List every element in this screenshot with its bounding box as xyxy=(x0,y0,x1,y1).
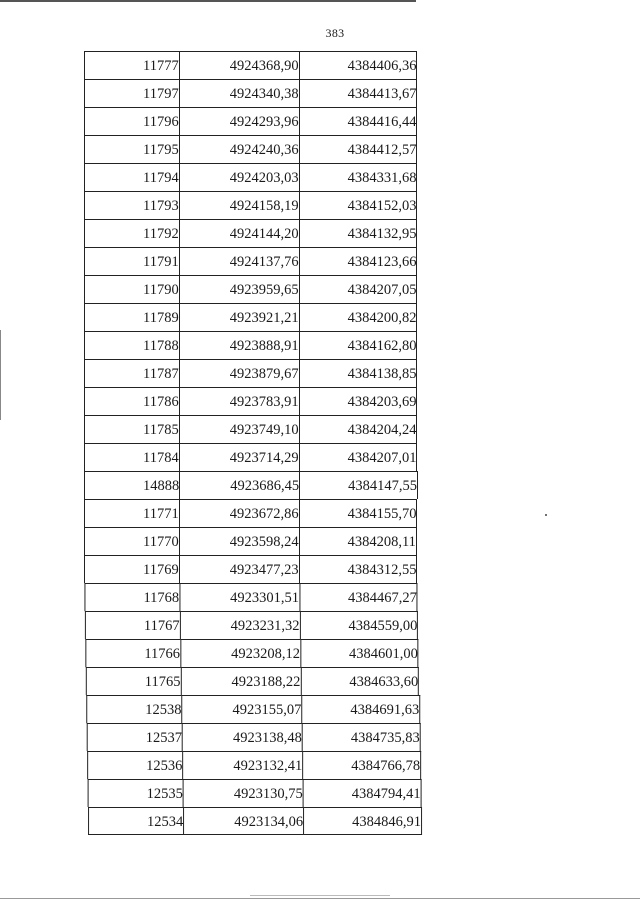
point-id-cell: 11787 xyxy=(84,359,179,387)
x-coordinate-cell: 4924368,90 xyxy=(179,51,299,79)
point-id-cell: 11769 xyxy=(84,555,179,583)
point-id-cell: 12535 xyxy=(88,779,183,807)
point-id-cell: 11791 xyxy=(84,247,179,275)
table-row xyxy=(86,667,419,695)
x-coordinate-cell: 4923188,22 xyxy=(181,667,301,695)
table-row xyxy=(85,639,418,667)
table-row xyxy=(84,303,417,331)
scan-speck xyxy=(545,514,547,516)
point-id-cell: 12536 xyxy=(87,751,182,779)
table-row xyxy=(84,191,417,219)
x-coordinate-cell: 4923749,10 xyxy=(179,415,299,443)
y-coordinate-cell: 4384312,55 xyxy=(299,555,418,583)
x-coordinate-cell: 4923208,12 xyxy=(180,639,300,667)
table-row xyxy=(84,359,417,387)
y-coordinate-cell: 4384735,83 xyxy=(302,723,421,751)
y-coordinate-cell: 4384633,60 xyxy=(300,667,419,695)
table-row xyxy=(84,443,417,471)
table-row xyxy=(84,135,417,163)
table-row xyxy=(84,163,417,191)
x-coordinate-cell: 4924240,36 xyxy=(179,135,299,163)
scan-edge xyxy=(0,330,1,420)
page-number: 383 xyxy=(325,26,345,40)
top-rule xyxy=(0,0,416,2)
x-coordinate-cell: 4923301,51 xyxy=(179,583,299,611)
table-row xyxy=(84,415,417,443)
x-coordinate-cell: 4923231,32 xyxy=(180,611,300,639)
x-coordinate-cell: 4923155,07 xyxy=(182,695,302,723)
point-id-cell: 11789 xyxy=(84,303,179,331)
table-row xyxy=(84,555,417,583)
point-id-cell: 11795 xyxy=(84,135,179,163)
point-id-cell: 11788 xyxy=(84,331,179,359)
point-id-cell: 11793 xyxy=(84,191,179,219)
y-coordinate-cell: 4384412,57 xyxy=(299,135,418,163)
table-row xyxy=(84,527,416,555)
point-id-cell: 11768 xyxy=(84,583,179,611)
table-row xyxy=(88,807,422,835)
y-coordinate-cell: 4384138,85 xyxy=(299,359,418,387)
y-coordinate-cell: 4384208,11 xyxy=(299,527,417,555)
table-row xyxy=(84,387,417,415)
table-row xyxy=(84,331,417,359)
point-id-cell: 11797 xyxy=(84,79,179,107)
table-row xyxy=(84,471,417,499)
point-id-cell: 11765 xyxy=(86,667,181,695)
table-row xyxy=(88,779,421,807)
point-id-cell: 11792 xyxy=(84,219,179,247)
y-coordinate-cell: 4384155,70 xyxy=(299,499,418,527)
y-coordinate-cell: 4384406,36 xyxy=(299,51,418,79)
y-coordinate-cell: 4384200,82 xyxy=(299,303,418,331)
point-id-cell: 11767 xyxy=(85,611,180,639)
point-id-cell: 11786 xyxy=(84,387,179,415)
point-id-cell: 11785 xyxy=(84,415,179,443)
y-coordinate-cell: 4384162,80 xyxy=(299,331,418,359)
table-row xyxy=(84,275,417,303)
x-coordinate-cell: 4923134,06 xyxy=(183,807,303,835)
x-coordinate-cell: 4924144,20 xyxy=(179,219,299,247)
point-id-cell: 12538 xyxy=(86,695,181,723)
x-coordinate-cell: 4923714,29 xyxy=(179,443,299,471)
x-coordinate-cell: 4923959,65 xyxy=(179,275,299,303)
bottom-scan-mark xyxy=(0,898,640,899)
y-coordinate-cell: 4384204,24 xyxy=(299,415,418,443)
y-coordinate-cell: 4384413,67 xyxy=(299,79,418,107)
point-id-cell: 11784 xyxy=(84,443,179,471)
table-row xyxy=(84,51,417,79)
point-id-cell: 11794 xyxy=(84,163,179,191)
x-coordinate-cell: 4923138,48 xyxy=(182,723,302,751)
x-coordinate-cell: 4923477,23 xyxy=(179,555,299,583)
table-row xyxy=(84,107,417,135)
point-id-cell: 14888 xyxy=(84,471,179,499)
x-coordinate-cell: 4923921,21 xyxy=(179,303,299,331)
y-coordinate-cell: 4384132,95 xyxy=(299,219,418,247)
x-coordinate-cell: 4924158,19 xyxy=(179,191,299,219)
table-row xyxy=(84,219,417,247)
point-id-cell: 12537 xyxy=(87,723,182,751)
y-coordinate-cell: 4384203,69 xyxy=(299,387,418,415)
y-coordinate-cell: 4384123,66 xyxy=(299,247,418,275)
point-id-cell: 11766 xyxy=(85,639,180,667)
x-coordinate-cell: 4923783,91 xyxy=(179,387,299,415)
table-row xyxy=(84,79,417,107)
table-row xyxy=(86,695,420,723)
y-coordinate-cell: 4384467,27 xyxy=(299,583,418,611)
x-coordinate-cell: 4924340,38 xyxy=(179,79,299,107)
point-id-cell: 11770 xyxy=(84,527,179,555)
x-coordinate-cell: 4924203,03 xyxy=(179,163,299,191)
point-id-cell: 11771 xyxy=(84,499,179,527)
x-coordinate-cell: 4923598,24 xyxy=(179,527,299,555)
point-id-cell: 11796 xyxy=(84,107,179,135)
y-coordinate-cell: 4384601,00 xyxy=(300,639,419,667)
table-row xyxy=(84,247,417,275)
y-coordinate-cell: 4384331,68 xyxy=(299,163,418,191)
y-coordinate-cell: 4384766,78 xyxy=(302,751,421,779)
y-coordinate-cell: 4384147,55 xyxy=(299,471,418,499)
y-coordinate-cell: 4384152,03 xyxy=(299,191,418,219)
y-coordinate-cell: 4384207,05 xyxy=(299,275,418,303)
x-coordinate-cell: 4923672,86 xyxy=(179,499,299,527)
table-row xyxy=(84,499,417,527)
x-coordinate-cell: 4923686,45 xyxy=(179,471,299,499)
x-coordinate-cell: 4923132,41 xyxy=(182,751,302,779)
y-coordinate-cell: 4384416,44 xyxy=(299,107,418,135)
x-coordinate-cell: 4923888,91 xyxy=(179,331,299,359)
y-coordinate-cell: 4384846,91 xyxy=(303,807,422,835)
coordinates-table xyxy=(84,51,422,835)
y-coordinate-cell: 4384207,01 xyxy=(299,443,418,471)
table-row xyxy=(84,583,417,611)
y-coordinate-cell: 4384794,41 xyxy=(303,779,422,807)
x-coordinate-cell: 4923879,67 xyxy=(179,359,299,387)
x-coordinate-cell: 4924293,96 xyxy=(179,107,299,135)
x-coordinate-cell: 4923130,75 xyxy=(183,779,303,807)
y-coordinate-cell: 4384691,63 xyxy=(301,695,420,723)
table-row xyxy=(85,611,418,639)
table-row xyxy=(87,723,420,751)
point-id-cell: 11777 xyxy=(84,51,179,79)
y-coordinate-cell: 4384559,00 xyxy=(299,611,418,639)
table-row xyxy=(87,751,421,779)
point-id-cell: 12534 xyxy=(88,807,183,835)
x-coordinate-cell: 4924137,76 xyxy=(179,247,299,275)
point-id-cell: 11790 xyxy=(84,275,179,303)
